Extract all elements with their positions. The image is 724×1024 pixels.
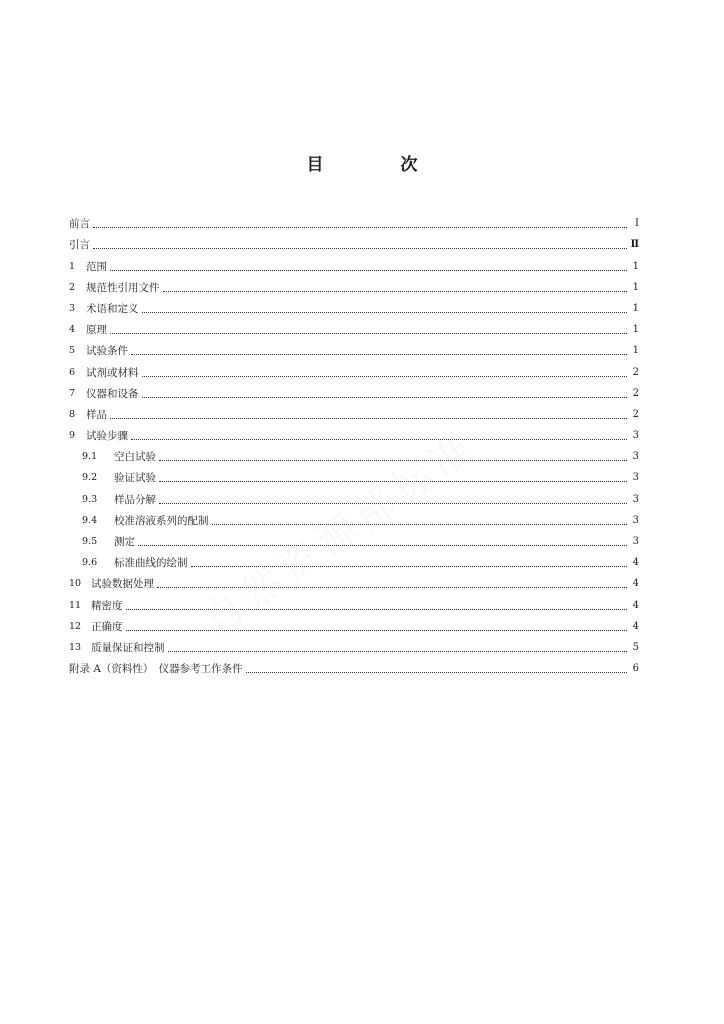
- toc-entry-number: 6: [69, 366, 76, 378]
- toc-entry-page: 2: [632, 366, 639, 378]
- toc-entry-page: 4: [632, 557, 639, 569]
- toc-entry-number: 13: [69, 641, 82, 653]
- toc-entry-number: 11: [69, 599, 82, 611]
- toc-entry-page: 3: [632, 514, 639, 526]
- leader-dots: [93, 226, 627, 228]
- toc-entry-foreword[interactable]: [69, 210, 639, 231]
- toc-entry-3[interactable]: [69, 295, 639, 316]
- toc-entry-label: 测定: [114, 536, 135, 548]
- toc-entry-9-6[interactable]: [69, 549, 639, 570]
- toc-entry-label: 术语和定义: [86, 302, 139, 315]
- toc-entry-label: 附录 A（资料性） 仪器参考工作条件: [69, 663, 243, 676]
- toc-entry-label: 试剂或材料: [86, 366, 139, 379]
- toc-entry-page: 4: [632, 599, 639, 611]
- page-title: 目 次: [306, 155, 448, 175]
- leader-dots: [159, 459, 627, 461]
- leader-dots: [126, 629, 628, 631]
- toc-entry-page: 2: [632, 408, 639, 420]
- toc-entry-page: 3: [632, 451, 639, 463]
- toc-entry-10[interactable]: [69, 570, 639, 591]
- toc-entry-label: 标准曲线的绘制: [114, 557, 188, 570]
- toc-entry-number: 1: [69, 260, 76, 272]
- toc-entry-page: 5: [632, 641, 639, 653]
- leader-dots: [142, 311, 628, 313]
- toc-entry-4[interactable]: [69, 316, 639, 337]
- watermark: 自然资源部标准: [195, 422, 486, 646]
- toc-entry-label: 正确度: [91, 620, 123, 633]
- leader-dots: [159, 480, 627, 482]
- toc-entry-label: 试验数据处理: [91, 578, 154, 591]
- toc-entry-number: 9.3: [82, 493, 98, 505]
- table-of-contents: [69, 210, 639, 676]
- leader-dots: [126, 608, 628, 610]
- leader-dots: [159, 502, 627, 504]
- toc-entry-1[interactable]: [69, 252, 639, 273]
- leader-dots: [110, 332, 627, 334]
- leader-dots: [131, 438, 627, 440]
- toc-entry-number: 9.2: [82, 472, 98, 484]
- toc-entry-number: 3: [69, 302, 76, 314]
- toc-entry-annex-a[interactable]: [69, 655, 639, 676]
- toc-entry-page: 3: [632, 493, 639, 505]
- leader-dots: [142, 375, 628, 377]
- toc-entry-9-3[interactable]: [69, 485, 639, 506]
- toc-entry-number: 9.6: [82, 557, 98, 569]
- toc-entry-number: 9: [69, 430, 76, 442]
- leader-dots: [131, 353, 627, 355]
- toc-entry-label: 仪器和设备: [86, 387, 139, 400]
- toc-entry-6[interactable]: [69, 358, 639, 379]
- leader-dots: [246, 671, 627, 673]
- toc-entry-label: 原理: [86, 324, 107, 337]
- toc-entry-label: 验证试验: [114, 472, 156, 485]
- toc-entry-label: 校准溶液系列的配制: [114, 514, 209, 527]
- leader-dots: [138, 544, 627, 546]
- toc-entry-9-1[interactable]: [69, 443, 639, 464]
- toc-entry-page: 4: [632, 620, 639, 632]
- toc-entry-number: 8: [69, 408, 76, 420]
- toc-entry-number: 10: [69, 578, 82, 590]
- toc-entry-label: 规范性引用文件: [86, 281, 160, 294]
- toc-entry-number: 7: [69, 387, 76, 399]
- leader-dots: [168, 650, 628, 652]
- toc-entry-number: 9.5: [82, 536, 98, 547]
- toc-entry-page: Ⅱ: [630, 239, 639, 251]
- leader-dots: [212, 523, 628, 525]
- toc-entry-9-4[interactable]: [69, 507, 639, 528]
- toc-entry-page: Ⅰ: [635, 218, 639, 230]
- toc-entry-introduction[interactable]: [69, 231, 639, 252]
- toc-entry-label: 空白试验: [114, 451, 156, 464]
- leader-dots: [191, 565, 628, 567]
- toc-entry-5[interactable]: [69, 337, 639, 358]
- toc-entry-9[interactable]: [69, 422, 639, 443]
- toc-entry-9-5[interactable]: [69, 528, 639, 549]
- leader-dots: [110, 417, 627, 419]
- toc-entry-8[interactable]: [69, 401, 639, 422]
- toc-entry-label: 引言: [69, 239, 90, 252]
- leader-dots: [142, 396, 628, 398]
- toc-entry-11[interactable]: [69, 591, 639, 612]
- toc-entry-label: 样品: [86, 408, 107, 421]
- toc-entry-number: 4: [69, 324, 76, 336]
- toc-entry-number: 9.1: [82, 451, 98, 463]
- leader-dots: [110, 269, 627, 271]
- toc-entry-page: 1: [632, 324, 639, 336]
- toc-entry-page: 1: [632, 345, 639, 357]
- toc-entry-2[interactable]: [69, 274, 639, 295]
- toc-entry-9-2[interactable]: [69, 464, 639, 485]
- toc-entry-13[interactable]: [69, 634, 639, 655]
- toc-entry-label: 范围: [86, 260, 107, 273]
- toc-entry-page: 4: [632, 578, 639, 590]
- toc-entry-page: 1: [632, 281, 639, 293]
- toc-entry-number: 9.4: [82, 514, 98, 526]
- toc-entry-label: 试验条件: [86, 345, 128, 358]
- toc-entry-page: 1: [632, 302, 639, 314]
- toc-entry-page: 3: [632, 430, 639, 442]
- toc-entry-page: 3: [632, 536, 639, 547]
- leader-dots: [163, 290, 628, 292]
- toc-entry-number: 12: [69, 620, 82, 632]
- toc-entry-page: 6: [632, 663, 639, 675]
- leader-dots: [157, 586, 627, 588]
- leader-dots: [93, 247, 627, 249]
- toc-entry-7[interactable]: [69, 380, 639, 401]
- toc-entry-number: 5: [69, 345, 76, 357]
- toc-entry-label: 精密度: [91, 599, 123, 612]
- toc-entry-12[interactable]: [69, 613, 639, 634]
- toc-entry-number: 2: [69, 281, 76, 293]
- toc-entry-label: 质量保证和控制: [91, 641, 165, 654]
- toc-entry-page: 2: [632, 387, 639, 399]
- toc-entry-page: 1: [632, 260, 639, 272]
- toc-entry-label: 前言: [69, 218, 90, 231]
- toc-entry-label: 样品分解: [114, 493, 156, 506]
- toc-entry-label: 试验步骤: [86, 430, 128, 443]
- toc-entry-page: 3: [632, 472, 639, 484]
